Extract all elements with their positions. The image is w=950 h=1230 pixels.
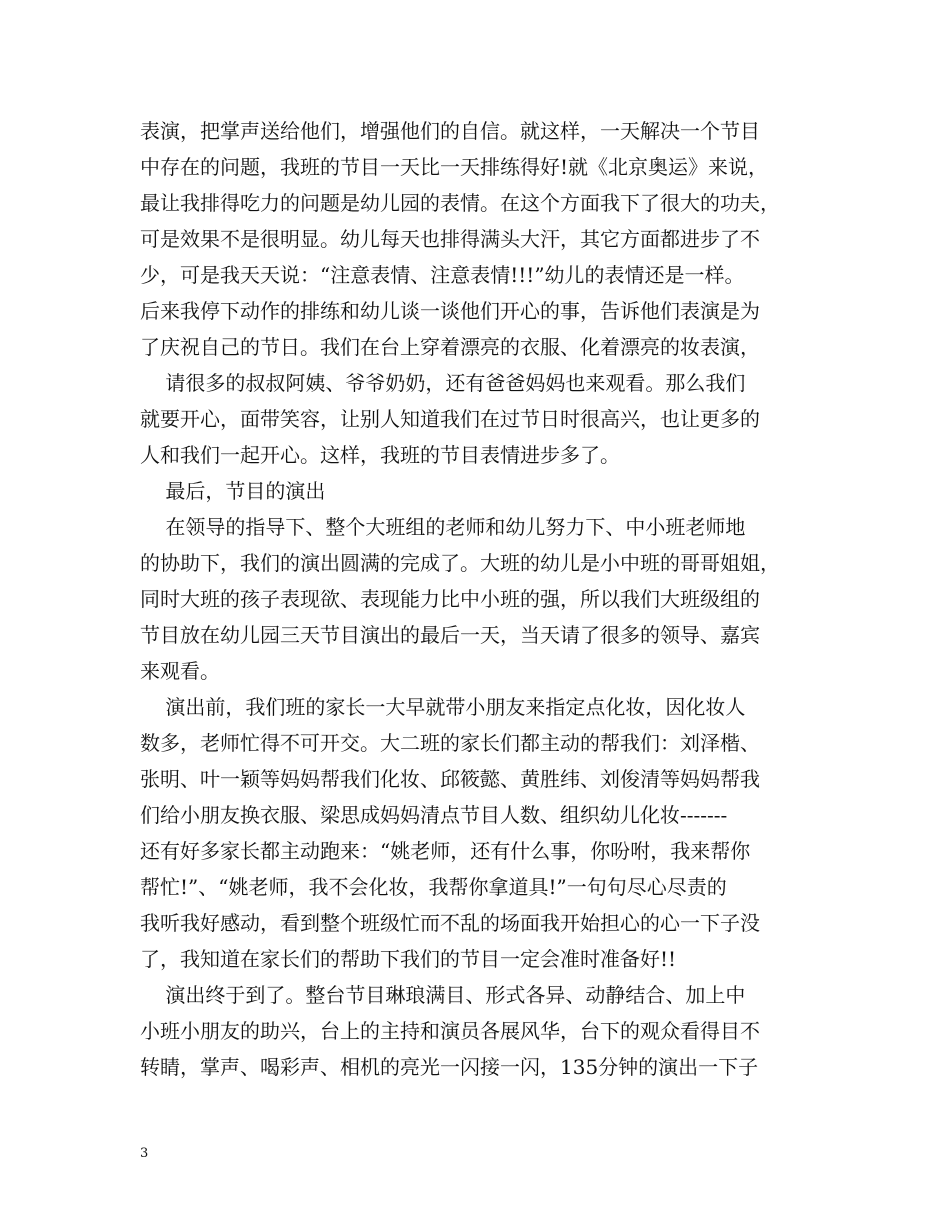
text-line: 了庆祝自己的节日。我们在台上穿着漂亮的衣服、化着漂亮的妆表演， — [140, 335, 760, 359]
text-line: 人和我们一起开心。这样，我班的节目表情进步多了。 — [140, 443, 620, 467]
text-line: 请很多的叔叔阿姨、爷爷奶奶，还有爸爸妈妈也来观看。那么我们 — [140, 371, 746, 395]
text-line: 最让我排得吃力的问题是幼儿园的表情。在这个方面我下了很大的功夫， — [140, 191, 780, 215]
text-line: 可是效果不是很明显。幼儿每天也排得满头大汗，其它方面都进步了不 — [140, 227, 760, 251]
text-line: 我听我好感动，看到整个班级忙而不乱的场面我开始担心的心一下子没 — [140, 911, 760, 935]
body-text — [140, 113, 830, 1085]
text-line: 张明、叶一颖等妈妈帮我们化妆、邱筱懿、黄胜纬、刘俊清等妈妈帮我 — [140, 767, 760, 791]
text-line: 还有好多家长都主动跑来：“姚老师，还有什么事，你吩咐，我来帮你 — [140, 839, 751, 863]
text-line: 的协助下，我们的演出圆满的完成了。大班的幼儿是小中班的哥哥姐姐， — [140, 551, 780, 575]
text-line: 来观看。 — [140, 659, 220, 683]
text-line: 转睛，掌声、喝彩声、相机的亮光一闪接一闪，135分钟的演出一下子 — [140, 1055, 759, 1079]
text-line: 数多，老师忙得不可开交。大二班的家长们都主动的帮我们：刘泽楷、 — [140, 731, 760, 755]
text-line: 帮忙!”、“姚老师，我不会化妆，我帮你拿道具!”一句句尽心尽责的 — [140, 875, 727, 899]
text-line: 后来我停下动作的排练和幼儿谈一谈他们开心的事，告诉他们表演是为 — [140, 299, 760, 323]
text-line: 演出终于到了。整台节目琳琅满目、形式各异、动静结合、加上中 — [140, 983, 746, 1007]
section-heading: 最后，节目的演出 — [140, 479, 326, 503]
page-number: 3 — [140, 1146, 149, 1161]
text-line: 们给小朋友换衣服、梁思成妈妈清点节目人数、组织幼儿化妆------- — [140, 803, 728, 827]
text-line: 少，可是我天天说：“注意表情、注意表情!!!”幼儿的表情还是一样。 — [140, 263, 745, 287]
text-line: 小班小朋友的助兴，台上的主持和演员各展风华，台下的观众看得目不 — [140, 1019, 760, 1043]
text-line: 中存在的问题，我班的节目一天比一天排练得好!就《北京奥运》来说， — [140, 155, 769, 179]
text-line: 演出前，我们班的家长一大早就带小朋友来指定点化妆，因化妆人 — [140, 695, 746, 719]
text-line: 就要开心，面带笑容，让别人知道我们在过节日时很高兴，也让更多的 — [140, 407, 760, 431]
text-line: 表演，把掌声送给他们，增强他们的自信。就这样，一天解决一个节目 — [140, 119, 760, 143]
text-line: 同时大班的孩子表现欲、表现能力比中小班的强，所以我们大班级组的 — [140, 587, 760, 611]
text-line: 了，我知道在家长们的帮助下我们的节目一定会准时准备好!! — [140, 947, 677, 971]
text-line: 在领导的指导下、整个大班组的老师和幼儿努力下、中小班老师地 — [140, 515, 746, 539]
text-line: 节目放在幼儿园三天节目演出的最后一天，当天请了很多的领导、嘉宾 — [140, 623, 760, 647]
